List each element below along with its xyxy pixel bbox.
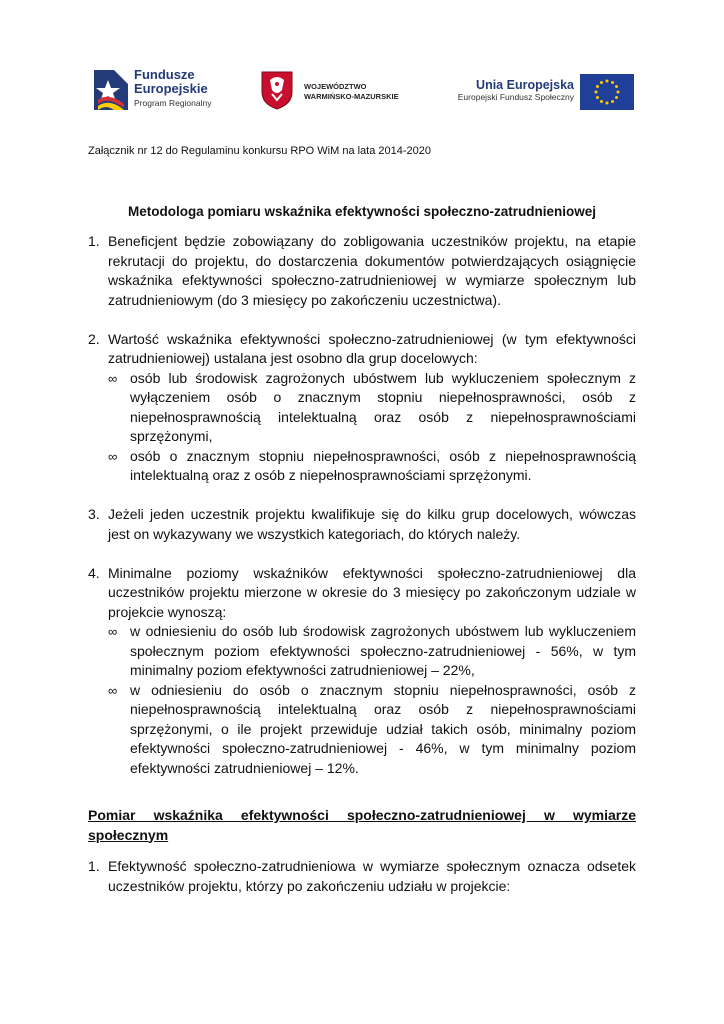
eu-star [600,100,603,103]
bullet-text: osób lub środowisk zagrożonych ubóstwem lub wykluczeniem społecznym z wyłączeniem osób o znacznym stopniu niepełnosprawności, osób z niepełnosprawnością intelektualną oraz osób z niepełnosprawnościami sprzężonymi, [130,369,636,444]
fe-line1: Fundusze [134,67,195,82]
list-item-4 [88,564,636,779]
bullet-text: w odniesieniu do osób lub środowisk zagrożonych ubóstwem lub wykluczeniem społecznym poziom efektywności społeczno-zatrudnieniowej - 56%, w tym minimalny poziom efektywności zatrudnieniowej – 22%, [130,623,636,678]
document-title: Metodologa pomiaru wskaźnika efektywności społeczno-zatrudnieniowej [127,204,597,219]
infinity-bullet-icon: ∞ [108,682,118,698]
eu-star [611,100,614,103]
wm-line2: WARMIŃSKO-MAZURSKIE [304,92,399,101]
item-number: 1. [88,233,100,249]
ue-line2: Europejski Fundusz Społeczny [457,92,574,102]
logo-fundusze-europejskie [94,66,224,114]
item-number: 1. [88,858,100,874]
list-item-1 [88,232,636,310]
header-logos [94,66,634,114]
ue-text [458,78,574,103]
eu-star [615,85,618,88]
bullet-item [108,681,636,779]
eu-star [606,102,609,105]
wm-line1: WOJEWÓDZTWO [304,82,367,91]
infinity-bullet-icon: ∞ [108,624,118,639]
eu-star [595,91,598,94]
item-text: Jeżeli jeden uczestnik projektu kwalifikuje się do kilku grup docelowych, wówczas jest on wykazywany we wszystkich kategoriach, do których należy. [108,506,636,542]
logo-wojewodztwo [260,70,410,110]
section2-list-item-1 [88,857,636,896]
bullet-item [108,447,636,486]
item-number: 3. [88,506,100,522]
eu-flag-icon [580,74,634,110]
list-item-3 [88,505,636,544]
eu-star [596,85,599,88]
item-number: 2. [88,330,100,347]
fe-line3: Program Regionalny [134,98,212,108]
eu-star [617,91,620,94]
coat-of-arms-icon [260,70,294,110]
eu-star [611,81,614,84]
fe-star-icon [94,70,128,110]
bullet-item [108,369,636,447]
infinity-bullet-icon: ∞ [108,370,118,386]
document-body [88,232,636,916]
ue-line1: Unia Europejska [476,78,574,92]
eu-star [615,96,618,99]
item-text: Beneficjent będzie zobowiązany do zobligowania uczestników projektu, na etapie rekrutacji do projektu, do dostarczenia dokumentów potwierdzających osiągnięcie wskaźnika efektywności społeczno-zatrudnieniowej w wymiarze społecznym lub zatrudnieniowym (do 3 miesięcy po zakończeniu uczestnictwa). [108,233,636,308]
annex-note: Załącznik nr 12 do Regulaminu konkursu RPO WiM na lata 2014-2020 [88,145,432,157]
bullet-list [108,622,636,778]
infinity-bullet-icon: ∞ [108,448,118,464]
logo-unia-europejska [442,66,634,114]
bullet-text: osób o znacznym stopniu niepełnosprawności, osób z niepełnosprawnością intelektualną oraz z osób z niepełnosprawnościami sprzężonymi. [130,447,636,483]
item-text: Efektywność społeczno-zatrudnieniowa w wymiarze społecznym oznacza odsetek uczestników projektu, którzy po zakończeniu udziału w projekcie: [108,858,636,894]
fe-text [134,68,211,110]
fe-line2: Europejskie [134,81,208,96]
section-heading: Pomiar wskaźnika efektywności społeczno-zatrudnieniowej w wymiarze społecznym [88,807,636,843]
bullet-text: w odniesieniu do osób o znacznym stopniu niepełnosprawności, osób z niepełnosprawnością intelektualną oraz osób z niepełnosprawnościami sprzężonymi, o ile projekt przewiduje udział takich osób, minimalny poziom efektywności społeczno-zatrudnieniowej - 46%, w tym minimalny poziom efektywności zatrudnieniowej – 12%. [130,681,636,776]
eu-star [596,96,599,99]
wm-text [304,82,399,102]
list-item-2 [88,330,636,486]
eu-star [600,81,603,84]
eu-star [606,80,609,83]
bullet-item [108,622,636,681]
item-text: Wartość wskaźnika efektywności społeczno-zatrudnieniowej (w tym efektywności zatrudnieniowej) ustalana jest osobno dla grup docelowych: [108,330,636,366]
item-text: Minimalne poziomy wskaźników efektywności społeczno-zatrudnieniowej dla uczestników projektu mierzone w okresie do 3 miesięcy po zakończonym udziale w projekcie wynoszą: [108,564,636,620]
item-number: 4. [88,564,100,581]
bullet-list [108,369,636,486]
